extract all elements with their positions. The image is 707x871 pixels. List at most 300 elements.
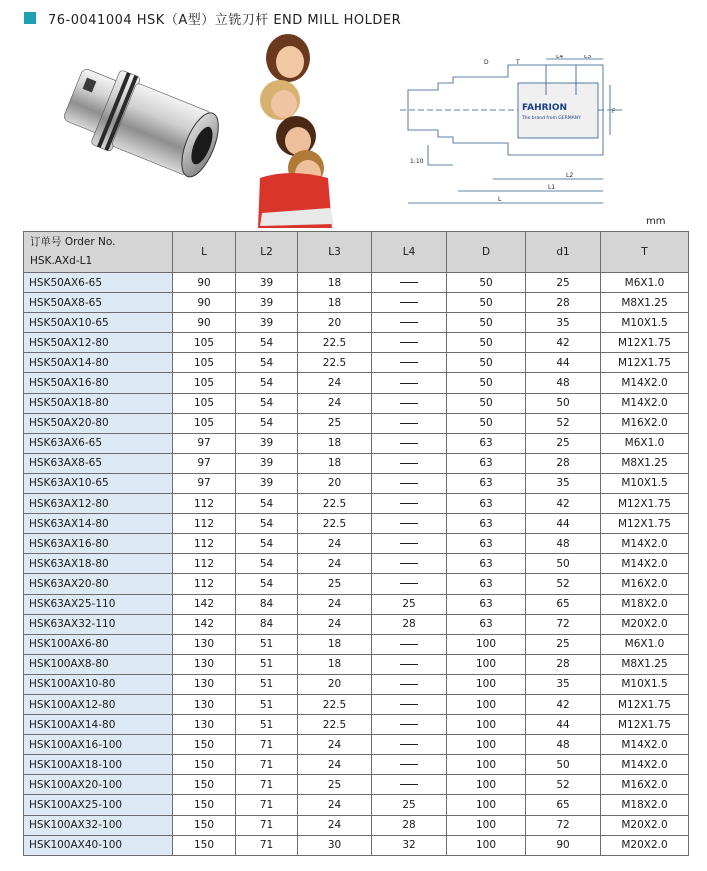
cell-l2: 54 (236, 353, 298, 373)
cell-d: 50 (447, 313, 526, 333)
cell-l2: 71 (236, 755, 298, 775)
cell-d: 100 (447, 634, 526, 654)
cell-l: 105 (173, 393, 236, 413)
cell-l2: 39 (236, 293, 298, 313)
cell-d1: 72 (526, 614, 601, 634)
cell-order-no: HSK100AX16-100 (24, 735, 173, 755)
cell-l2: 51 (236, 634, 298, 654)
cell-l2: 39 (236, 473, 298, 493)
table-row (24, 594, 689, 614)
cell-order-no: HSK63AX12-80 (24, 494, 173, 514)
cell-l2: 54 (236, 333, 298, 353)
cell-l3: 22.5 (298, 514, 372, 534)
cell-l3: 24 (298, 815, 372, 835)
dash-mark (400, 383, 418, 384)
cell-d1: 42 (526, 333, 601, 353)
cell-l4 (372, 473, 447, 493)
table-row (24, 534, 689, 554)
cell-t: M12X1.75 (601, 694, 689, 714)
dash-mark (400, 664, 418, 665)
cell-l2: 54 (236, 514, 298, 534)
cell-d1: 42 (526, 694, 601, 714)
cell-d: 100 (447, 835, 526, 855)
cell-t: M14X2.0 (601, 534, 689, 554)
cell-l2: 71 (236, 735, 298, 755)
cell-l3: 25 (298, 413, 372, 433)
drawing-label-l2: L2 (566, 172, 574, 179)
technical-drawing (398, 55, 628, 215)
cell-l3: 18 (298, 273, 372, 293)
drawing-label-l3: L3 (584, 55, 592, 60)
cell-l4: 28 (372, 614, 447, 634)
order-no-header-line1: 订单号 Order No. (30, 236, 116, 248)
cell-l3: 20 (298, 674, 372, 694)
cell-d1: 65 (526, 594, 601, 614)
cell-l3: 24 (298, 614, 372, 634)
cell-d1: 44 (526, 353, 601, 373)
cell-d1: 28 (526, 293, 601, 313)
table-row (24, 775, 689, 795)
cell-l2: 71 (236, 775, 298, 795)
cell-order-no: HSK63AX14-80 (24, 514, 173, 534)
cell-t: M6X1.0 (601, 433, 689, 453)
cell-l2: 51 (236, 654, 298, 674)
cell-d: 50 (447, 333, 526, 353)
cell-l2: 51 (236, 715, 298, 735)
cell-l3: 22.5 (298, 353, 372, 373)
cell-d1: 90 (526, 835, 601, 855)
cell-order-no: HSK63AX16-80 (24, 534, 173, 554)
cell-l3: 25 (298, 574, 372, 594)
drawing-label-l: L (498, 196, 502, 203)
dash-mark (400, 583, 418, 584)
cell-l3: 18 (298, 654, 372, 674)
cell-order-no: HSK63AX10-65 (24, 473, 173, 493)
cell-l3: 25 (298, 775, 372, 795)
cell-order-no: HSK50AX6-65 (24, 273, 173, 293)
cell-d1: 50 (526, 554, 601, 574)
cell-d: 50 (447, 273, 526, 293)
cell-l2: 54 (236, 393, 298, 413)
cell-d: 50 (447, 353, 526, 373)
cell-d: 50 (447, 293, 526, 313)
cell-d: 100 (447, 694, 526, 714)
drawing-label-l1: L1 (548, 184, 556, 191)
cell-order-no: HSK100AX25-100 (24, 795, 173, 815)
cell-t: M12X1.75 (601, 494, 689, 514)
cell-order-no: HSK50AX8-65 (24, 293, 173, 313)
cell-l2: 84 (236, 594, 298, 614)
cell-d: 50 (447, 373, 526, 393)
cell-l3: 22.5 (298, 494, 372, 514)
cell-l3: 24 (298, 795, 372, 815)
cell-l4 (372, 715, 447, 735)
cell-t: M16X2.0 (601, 413, 689, 433)
cell-l: 150 (173, 735, 236, 755)
cell-t: M18X2.0 (601, 594, 689, 614)
cell-t: M8X1.25 (601, 654, 689, 674)
dash-mark (400, 362, 418, 363)
cell-d: 50 (447, 413, 526, 433)
cell-l3: 30 (298, 835, 372, 855)
cell-d: 63 (447, 433, 526, 453)
cell-l3: 24 (298, 554, 372, 574)
table-row (24, 293, 689, 313)
cell-l4 (372, 433, 447, 453)
table-row (24, 413, 689, 433)
table-row (24, 313, 689, 333)
table-row (24, 634, 689, 654)
dash-mark (400, 503, 418, 504)
cell-order-no: HSK100AX12-80 (24, 694, 173, 714)
cell-d1: 25 (526, 634, 601, 654)
cell-l3: 18 (298, 433, 372, 453)
cell-t: M14X2.0 (601, 554, 689, 574)
title-bar (24, 8, 401, 28)
table-row (24, 755, 689, 775)
cell-order-no: HSK63AX20-80 (24, 574, 173, 594)
cell-l: 90 (173, 273, 236, 293)
cell-t: M12X1.75 (601, 514, 689, 534)
cell-d: 100 (447, 715, 526, 735)
cell-l: 97 (173, 433, 236, 453)
cell-d: 63 (447, 594, 526, 614)
cell-l: 90 (173, 293, 236, 313)
cell-l2: 71 (236, 835, 298, 855)
table-row (24, 815, 689, 835)
cell-l2: 39 (236, 273, 298, 293)
column-header-d1: d1 (526, 232, 601, 273)
table-row (24, 514, 689, 534)
cell-d1: 35 (526, 473, 601, 493)
table-row (24, 614, 689, 634)
cell-d1: 28 (526, 654, 601, 674)
cell-d1: 48 (526, 373, 601, 393)
cell-order-no: HSK50AX14-80 (24, 353, 173, 373)
dash-mark (400, 523, 418, 524)
cell-t: M12X1.75 (601, 353, 689, 373)
cell-l: 112 (173, 554, 236, 574)
cell-t: M6X1.0 (601, 273, 689, 293)
cell-l: 105 (173, 373, 236, 393)
cell-l4 (372, 413, 447, 433)
cell-l3: 18 (298, 634, 372, 654)
table-row (24, 735, 689, 755)
cell-l4 (372, 634, 447, 654)
cell-d1: 48 (526, 735, 601, 755)
column-header-d: D (447, 232, 526, 273)
cell-l: 112 (173, 534, 236, 554)
dash-mark (400, 443, 418, 444)
dash-mark (400, 483, 418, 484)
dash-mark (400, 724, 418, 725)
cell-l2: 54 (236, 574, 298, 594)
cell-order-no: HSK100AX14-80 (24, 715, 173, 735)
cell-d1: 44 (526, 715, 601, 735)
cell-t: M14X2.0 (601, 755, 689, 775)
cell-d1: 25 (526, 273, 601, 293)
cell-t: M14X2.0 (601, 735, 689, 755)
cell-l4 (372, 534, 447, 554)
cell-order-no: HSK100AX32-100 (24, 815, 173, 835)
cell-l3: 22.5 (298, 715, 372, 735)
order-no-header (24, 232, 173, 273)
cell-d1: 50 (526, 393, 601, 413)
cell-order-no: HSK50AX18-80 (24, 393, 173, 413)
cell-d: 100 (447, 735, 526, 755)
cell-l4 (372, 514, 447, 534)
drawing-brand-sub: The brand from GERMANY (522, 116, 581, 121)
drawing-label-p: P (612, 108, 616, 115)
cell-l4 (372, 273, 447, 293)
cell-order-no: HSK100AX20-100 (24, 775, 173, 795)
dash-mark (400, 322, 418, 323)
dash-mark (400, 463, 418, 464)
cell-t: M12X1.75 (601, 715, 689, 735)
cell-d1: 52 (526, 775, 601, 795)
table-body (24, 273, 689, 856)
cell-l4 (372, 373, 447, 393)
table-row (24, 453, 689, 473)
cell-t: M10X1.5 (601, 674, 689, 694)
cell-t: M20X2.0 (601, 835, 689, 855)
cell-d1: 48 (526, 534, 601, 554)
cell-d1: 52 (526, 413, 601, 433)
table-row (24, 795, 689, 815)
cell-l4 (372, 694, 447, 714)
cell-order-no: HSK100AX40-100 (24, 835, 173, 855)
cell-d: 50 (447, 393, 526, 413)
cell-l3: 24 (298, 594, 372, 614)
cell-t: M14X2.0 (601, 373, 689, 393)
cell-order-no: HSK50AX12-80 (24, 333, 173, 353)
cell-l3: 20 (298, 313, 372, 333)
table-row (24, 333, 689, 353)
cell-l: 150 (173, 815, 236, 835)
cell-l3: 18 (298, 293, 372, 313)
cell-l: 130 (173, 674, 236, 694)
cell-d1: 52 (526, 574, 601, 594)
page-title: 76-0041004 HSK（A型）立铣刀杆 END MILL HOLDER (48, 12, 402, 28)
cell-l: 150 (173, 755, 236, 775)
cell-d1: 25 (526, 433, 601, 453)
cell-t: M14X2.0 (601, 393, 689, 413)
table-row (24, 433, 689, 453)
cell-d1: 28 (526, 453, 601, 473)
dash-mark (400, 563, 418, 564)
column-header-t: T (601, 232, 689, 273)
order-no-header-line2: HSK.AXd-L1 (30, 255, 93, 267)
dash-mark (400, 704, 418, 705)
drawing-label-d: D (484, 59, 489, 66)
cell-l2: 54 (236, 413, 298, 433)
cell-l4 (372, 554, 447, 574)
dash-mark (400, 403, 418, 404)
cell-order-no: HSK63AX18-80 (24, 554, 173, 574)
cell-l4 (372, 393, 447, 413)
cell-d1: 42 (526, 494, 601, 514)
cell-l: 112 (173, 514, 236, 534)
cell-order-no: HSK50AX20-80 (24, 413, 173, 433)
cell-l4 (372, 775, 447, 795)
spec-table (23, 231, 689, 856)
cell-l4 (372, 735, 447, 755)
cell-d: 63 (447, 494, 526, 514)
cell-d1: 35 (526, 674, 601, 694)
cell-l4 (372, 313, 447, 333)
cell-l: 130 (173, 715, 236, 735)
cell-l4 (372, 453, 447, 473)
dash-mark (400, 543, 418, 544)
cell-l2: 54 (236, 494, 298, 514)
cell-l2: 71 (236, 795, 298, 815)
cell-order-no: HSK50AX16-80 (24, 373, 173, 393)
cell-d: 100 (447, 755, 526, 775)
cell-l2: 54 (236, 534, 298, 554)
cell-l4: 25 (372, 594, 447, 614)
drawing-label-t: T (516, 59, 520, 66)
cell-l4 (372, 353, 447, 373)
table-row (24, 494, 689, 514)
cell-order-no: HSK100AX10-80 (24, 674, 173, 694)
table-row (24, 574, 689, 594)
cell-order-no: HSK63AX25-110 (24, 594, 173, 614)
cell-d: 100 (447, 815, 526, 835)
cell-l: 97 (173, 453, 236, 473)
cell-d: 63 (447, 614, 526, 634)
cell-l4: 28 (372, 815, 447, 835)
cell-d: 100 (447, 654, 526, 674)
cell-d1: 72 (526, 815, 601, 835)
cell-l: 150 (173, 835, 236, 855)
cell-t: M20X2.0 (601, 815, 689, 835)
table-row (24, 473, 689, 493)
cell-l4 (372, 333, 447, 353)
table-row (24, 353, 689, 373)
cell-order-no: HSK100AX18-100 (24, 755, 173, 775)
cell-l4 (372, 674, 447, 694)
cell-t: M16X2.0 (601, 574, 689, 594)
cell-l3: 24 (298, 393, 372, 413)
table-row (24, 654, 689, 674)
cell-l: 130 (173, 694, 236, 714)
cell-order-no: HSK100AX8-80 (24, 654, 173, 674)
cell-l: 105 (173, 413, 236, 433)
cell-t: M18X2.0 (601, 795, 689, 815)
cell-order-no: HSK63AX6-65 (24, 433, 173, 453)
cell-l2: 51 (236, 674, 298, 694)
table-header-row (24, 232, 689, 273)
table-row (24, 715, 689, 735)
dash-mark (400, 784, 418, 785)
column-header-l2: L2 (236, 232, 298, 273)
cell-d: 63 (447, 453, 526, 473)
cell-l3: 24 (298, 755, 372, 775)
people-photo (250, 28, 340, 228)
column-header-l4: L4 (372, 232, 447, 273)
cell-l2: 39 (236, 313, 298, 333)
cell-order-no: HSK50AX10-65 (24, 313, 173, 333)
cell-t: M8X1.25 (601, 293, 689, 313)
cell-d: 100 (447, 795, 526, 815)
cell-t: M10X1.5 (601, 473, 689, 493)
table-row (24, 554, 689, 574)
cell-l2: 71 (236, 815, 298, 835)
dash-mark (400, 302, 418, 303)
cell-l4: 32 (372, 835, 447, 855)
cell-l3: 24 (298, 735, 372, 755)
cell-l: 90 (173, 313, 236, 333)
cell-l: 112 (173, 494, 236, 514)
cell-t: M10X1.5 (601, 313, 689, 333)
dash-mark (400, 764, 418, 765)
cell-d1: 44 (526, 514, 601, 534)
cell-l: 112 (173, 574, 236, 594)
cell-l: 150 (173, 775, 236, 795)
dash-mark (400, 342, 418, 343)
unit-label: mm (646, 216, 666, 227)
drawing-label-l4: L4 (556, 55, 564, 60)
cell-l: 130 (173, 634, 236, 654)
cell-l3: 24 (298, 534, 372, 554)
table-row (24, 674, 689, 694)
cell-d1: 65 (526, 795, 601, 815)
cell-t: M6X1.0 (601, 634, 689, 654)
cell-l2: 54 (236, 554, 298, 574)
dash-mark (400, 644, 418, 645)
cell-l: 105 (173, 353, 236, 373)
cell-l: 105 (173, 333, 236, 353)
cell-l3: 24 (298, 373, 372, 393)
dash-mark (400, 423, 418, 424)
column-header-l: L (173, 232, 236, 273)
cell-l4 (372, 574, 447, 594)
cell-d: 63 (447, 574, 526, 594)
dash-mark (400, 684, 418, 685)
cell-order-no: HSK100AX6-80 (24, 634, 173, 654)
cell-l4 (372, 654, 447, 674)
cell-l2: 54 (236, 373, 298, 393)
table-row (24, 373, 689, 393)
cell-l: 142 (173, 594, 236, 614)
cell-t: M20X2.0 (601, 614, 689, 634)
table-row (24, 835, 689, 855)
cell-d: 63 (447, 514, 526, 534)
cell-l2: 39 (236, 453, 298, 473)
cell-l: 142 (173, 614, 236, 634)
cell-l4 (372, 494, 447, 514)
table-row (24, 393, 689, 413)
title-marker-icon (24, 12, 36, 24)
cell-l4: 25 (372, 795, 447, 815)
cell-l2: 51 (236, 694, 298, 714)
cell-d: 63 (447, 473, 526, 493)
cell-l2: 84 (236, 614, 298, 634)
dash-mark (400, 282, 418, 283)
column-header-l3: L3 (298, 232, 372, 273)
cell-l3: 20 (298, 473, 372, 493)
cell-l3: 22.5 (298, 333, 372, 353)
cell-d: 63 (447, 534, 526, 554)
cell-l3: 22.5 (298, 694, 372, 714)
dash-mark (400, 744, 418, 745)
cell-d1: 35 (526, 313, 601, 333)
cell-l2: 39 (236, 433, 298, 453)
drawing-brand: FAHRION (522, 103, 568, 113)
cell-l: 97 (173, 473, 236, 493)
cell-t: M12X1.75 (601, 333, 689, 353)
table-row (24, 694, 689, 714)
